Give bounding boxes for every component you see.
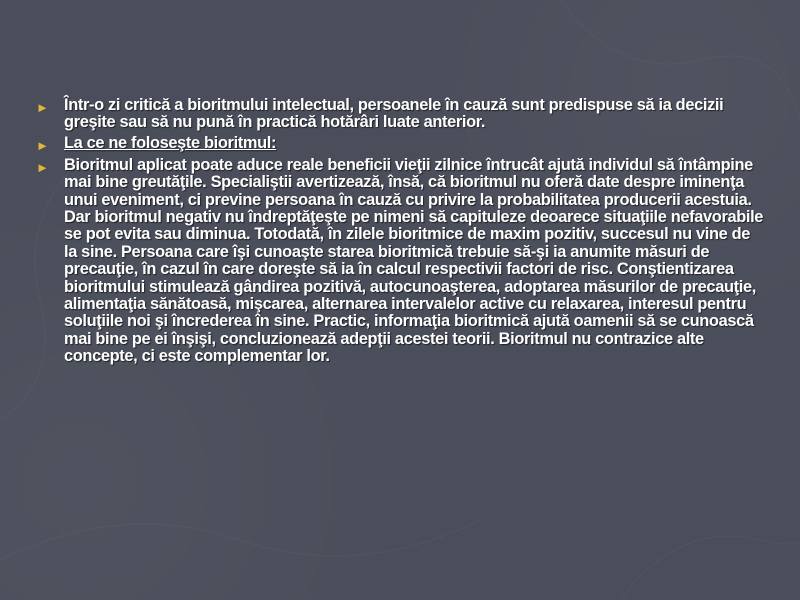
slide-content <box>36 97 766 369</box>
section-heading: La ce ne foloseşte bioritmul: <box>64 133 277 152</box>
bullet-item <box>36 157 766 366</box>
bullet-text: Bioritmul aplicat poate aduce reale beneficii vieţii zilnice întrucât ajută individul să întâmpine mai bine greutăţile. Specialiştii avertizează, însă, că bioritmul nu oferă date despre iminenţa unui eveniment, ci previne persoana în cauză cu privire la probabilitatea producerii acestuia. Dar bioritmul negativ nu îndreptăţeşte pe nimeni să capituleze deoarece situaţiile nefavorabile se pot evita sau diminua. Totodată, în zilele bioritmice de maxim pozitiv, succesul nu vine de la sine. Persoana care îşi cunoaşte starea bioritmică trebuie să-şi ia anumite măsuri de precauţie, în cazul în care doreşte să ia în calcul respectivii factori de risc. Conştientizarea bioritmului stimulează gândirea pozitivă, autocunoaşterea, adoptarea măsurilor de precauţie, alimentaţia sănătoasă, mişcarea, alternarea intervalelor active cu relaxarea, interesul pentru soluţiile noi şi încrederea în sine. Practic, informaţia bioritmică ajută oamenii să se cunoască mai bine pe ei înşişi, concluzionează adepţii acestei teorii. Bioritmul nu contrazice alte concepte, ci este complementar lor. <box>64 155 764 366</box>
arrow-right-icon: ► <box>36 159 49 175</box>
arrow-right-icon: ► <box>36 100 49 115</box>
bullet-item <box>36 135 766 154</box>
arrow-right-icon: ► <box>36 137 49 153</box>
bullet-text: Într-o zi critică a bioritmului intelectual, persoanele în cauză sunt predispuse să ia decizii greşite sau să nu pună în practică hotărâri luate anterior. <box>64 96 724 132</box>
bullet-item <box>36 97 766 132</box>
